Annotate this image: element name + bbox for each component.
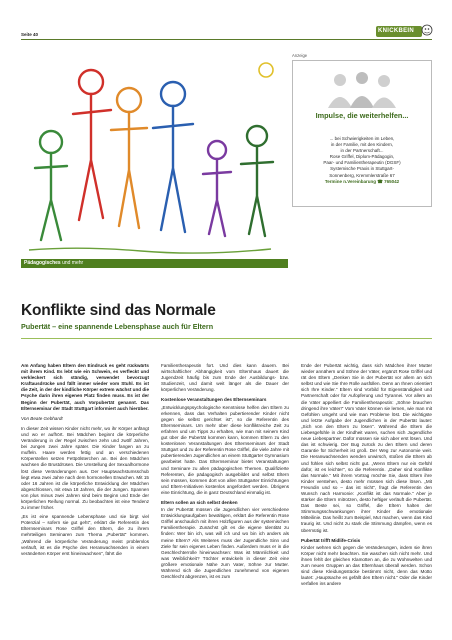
people-silhouette-icon bbox=[322, 72, 402, 110]
ad-line: Rose Griffel, Diplom-Pädagogin, bbox=[329, 154, 395, 160]
article-column-3 bbox=[301, 363, 432, 590]
paragraph: „Entwicklungspsychologische Kenntnisse helfen den Eltern zu erkennen, dass das Verhalten pubertierender Kinder nicht gegen sie selbst gerichtet ist", so die Referentin des Elternseminars. Um mehr über diese konfliktreiche Zeit zu erfahren und um Tipps zu erhalten, wie man mit seinem Kind gut über die Pubertät kommen kann, kommen Eltern zu den kostenlosen Veranstaltungen des Elternseminars der Stadt Stuttgart und zu der Referentin Rose Griffel, die viele Jahre mit pubertierenden Jugendlichen an einem Stuttgarter Gymnasium gearbeitet hatte. Das Elternseminar bietet Veranstaltungen und Seminare zu allen pädagogischen Themen. Qualifizierte Referenten, die pädagogisch ausgebildet und selbst Eltern sein müssen, kommen dort von allen Stuttgarter Einrichtungen und Eltern-Initiativen kostenlos angefordert werden. Übrigens eine Einrichtung, die in ganz Deutschland einmalig ist. bbox=[161, 404, 289, 495]
paragraph: In dieser Zeit wissen Kinder nicht mehr, wo ihr Körper anfängt und wo er aufhört. Bei Mädchen beginnt die körperliche Veränderung in der Regel zwischen zehn und zwölf Jahren, bei Jungen zwei Jahre später. Die Kinder fangen an zu muffeln. Haare werden fettig und an verschiedenen Körperstellen setzen Fettpölsterchen an. Bei den Mädchen wachsen die Brustdrüsen. Die Umstellung der Sexualhormone löst diese Veränderungen aus. Der Hauptwachstumsschub liegt etwa zwei Jahre nach dem hormonellen Erwachen. Mit 15 oder 16 Jahren ist die körperliche Entwicklung der Mädchen abgeschlossen, mit etwa 18 Jahren, die der Jungen. Spannen von plus minus zwei Jahren sind beim Beginn und Ende der körperlichen Reifung normal. Zu beobachten ist eine Tendenz zu immer früher. bbox=[21, 425, 149, 511]
ad-line: ... bei Schwierigkeiten im Leben, bbox=[329, 136, 395, 141]
header-rule bbox=[21, 39, 432, 40]
subheading: Pubertät trifft Midlife-Crisis bbox=[301, 537, 361, 543]
subheading: Kostenlose Veranstaltungen des Elternseminars bbox=[161, 397, 267, 403]
subheading: Eltern sollen an sich selbst denken bbox=[161, 499, 238, 505]
logo-text: KNICKBEIN bbox=[378, 28, 415, 34]
paragraph: Familientherapeutin fort. Und dies kann dauern. Bei wirtschaftlicher Abhängigkeit vom Elternhaus dauert die Jugendzeit häufig bis zum Ende der Ausbildungs- bzw. Studienzeit, und damit weit länger als die Dauer der körperlichen Veränderung. bbox=[161, 363, 289, 393]
article-author: Von Beate Gebhardt bbox=[21, 415, 63, 421]
family-drawing-image bbox=[21, 50, 288, 258]
ad-title: Impulse, die weiterhelfen... bbox=[315, 111, 409, 120]
headline-rule bbox=[21, 338, 432, 339]
article-lead: Am Anfang haben Eltern den Eindruck es geht rückwärts mit ihrem Kind. Es lebt wie ein Schwein, es verfleckt und verkleckert sich ständig, verwendet bevorzugt Kraftausdrücke und fällt immer wieder vom Stuhl. Es ist die Zeit, in der der kindliche Körper extrem wächst und die Psyche darin ihren eigenen Platz finden muss. Es ist der Beginn der Pubertät, auch Vorpubertät genannt. Das Elternseminar der Stadt Stuttgart informiert auch hierüber. bbox=[21, 363, 149, 411]
ad-body bbox=[296, 136, 428, 185]
article-column-2 bbox=[161, 363, 289, 583]
article-column-1 bbox=[21, 363, 149, 560]
paragraph: Ende der Pubertät wichtig, dass sich Mädchen ihrer Mutter wieder annähern und Söhne der Väter, ergänzt Rose Griffel und rät den Eltern „Denken Sie in der Pubertät vor allem an sich selbst und wie Sie Ihre Rolle ausfüllen. Denn an Ihnen orientiert sich Ihre Kinder." Eltern sind Vorbild für Eigenständigkeit und Partnerschaft oder für Aufopferung und Tyrannei. Vor allem an die Väter appelliert die Familientherapeutin: „Söhne brauchen dringend ihre Väter!" Vom Vater können sie lernen, wie man mit Gefühlen umgeht und wie man Probleme löst. Die wichtigste und letzte Aufgabe der Jugendlichen in der Pubertät lautet: „Sich von den Eltern zu lösen". Während die Eltern die Liebesgefühle in der Kindheit waren, suchen sich Jugendliche neue Liebespartner. Dafür müssen sie sich aber erst lösen. Und das ist schwierig. Der Bug zurück zu den Eltern und deren Garantie für Sicherheit ist groß. Der Weg zur Autonomie weit. Die Heranwachsenden wenden unwirsch, stoßen die Eltern ab und fühlen sich selbst nicht gut. „Wenn Eltern nur ein Gefühl dafür, ist es leichter", so die Referentin. „Daher sind Konflikte das Normale." Mit ihrem Vortrag möchte Sie, dass Eltern ihre Kinder verstehen, desto mehr müssen sich diese lösen. „Mit Freundin und so – das ist nicht", fragt die Referentin den Wunsch nach Harmonie: „Konflikt ist das Normale." Aber je stärker die Eltern mitrotzen, desto heftiger verläuft die Pubertät. Das Beste sei, so Griffel, die Eltern halten der Stimmungsschwankungen ihrer Kinder die emotionale Mitteilinie. Das heißt zum Beispiel, Mut machen, wenn das Kind traurig ist. Und nicht zu stark die Stimmung dämpfen, wenn es übermütig ist. bbox=[301, 363, 432, 533]
ad-line: Sonnenberg, Kremmlerstraße 67 bbox=[329, 172, 395, 178]
paragraph: In der Pubertät müssen die Jugendlichen vier verschiedene Entwicklungsaufgaben bewältigen, erklärt die Referentin Rose Griffel anschaulich mit ihren Holzfiguren aus der systemischen Familientherapie. Zunächst gilt es die eigene Identität zu finden: Wer bin ich, was will ich und wo bin ich anders als meine Eltern? Als Weiteres muss der Jugendliche Sinn und Ziele für sein eigenes Leben finden. Außerdem muss er in die Geschlechterrolle hineinwachsen: Was ist Männlichkeit und was Weiblichkeit? Töchter entwickeln in dieser Zeit eine größere emotionale Nähe zum Vater, Söhne zur Mutter. Während sich die Jugendlichen zunehmend von eigenen Geschlecht abgrenzen, ist es zum bbox=[161, 507, 289, 580]
ad-line: Termine n.Vereinbarung ☎ 765042 bbox=[324, 178, 400, 184]
ad-label: Anzeige bbox=[292, 53, 308, 58]
article-headline: Konflikte sind das Normale bbox=[21, 302, 216, 319]
ad-line: Paar- und Familientherapeutin (DGSF) bbox=[323, 160, 401, 166]
ad-line: in der Partnerschaft... bbox=[340, 148, 384, 154]
photo-caption bbox=[21, 259, 288, 268]
ad-line: Systemische Praxis in Stuttgart- bbox=[330, 166, 394, 172]
article-subline: Pubertät – eine spannende Lebensphase auch für Eltern bbox=[21, 322, 214, 331]
page-number: Seite 40 bbox=[21, 32, 39, 37]
caption-rest: und mehr bbox=[60, 260, 84, 266]
ad-line: in der Familie, mit den Kindern, bbox=[330, 142, 394, 148]
paragraph: Kinder wehren sich gegen die Veränderungen, indem sie ihren Körper nicht mehr beachten. Sie waschen sich nicht mehr. Und ihnen fehlt der gleichen Klamotten an, die zu Wohnwelten und zum neuen Gruppen an das Elternhaus überall werden. Schon sind diese Kleidungsstücke bestimmt nicht, denn das Motto lautet: „Hauptsache es gefällt den Eltern nicht." Oder die Kinder verfallen ins andere bbox=[301, 544, 432, 587]
paragraph: „Es ist eine spannende Lebensphase und sie birgt viel Potenzial – sofern sie gut geht", erklärt die Referentin des Elternseminars Rose Griffel den Eltern, die zu ihrem mehrteiligen Seminaren zum Thema „Pubertät" kommen. „Während die körperliche Veränderung meist problemlos verläuft, ist es die Psyche des Heranwachsenden in einem veränderten Körper erst hineinwachsen", fährt die bbox=[21, 514, 149, 556]
caption-bold: Pädagogisches bbox=[24, 260, 61, 266]
